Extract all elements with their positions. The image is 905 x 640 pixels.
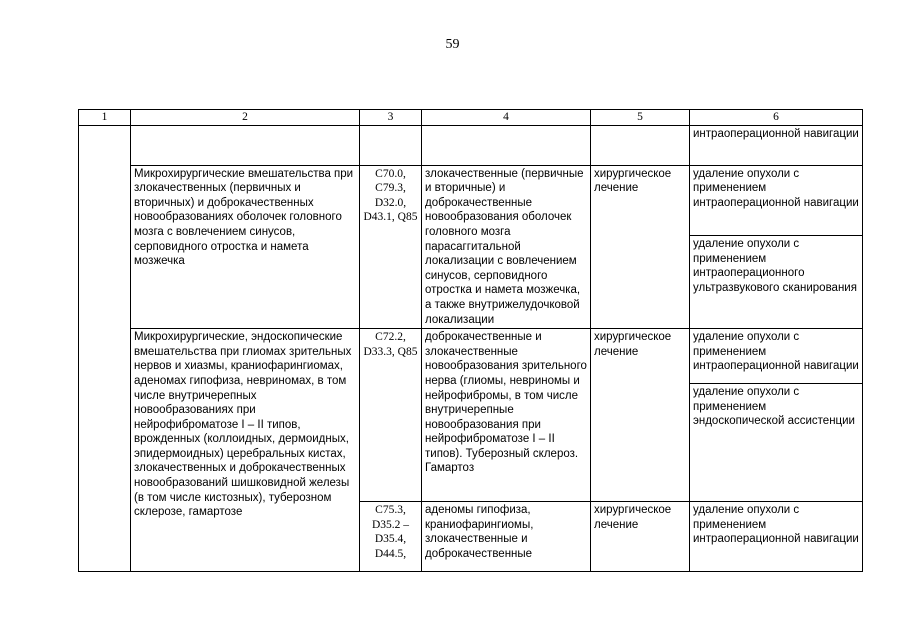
codes-cell: C72.2, D33.3, Q85 bbox=[360, 329, 422, 502]
method-cell: удаление опухоли с применением интраоперационной навигации bbox=[690, 502, 863, 572]
intervention-cell bbox=[131, 125, 360, 165]
method-cell: интраоперационной навигации bbox=[690, 125, 863, 165]
codes-cell: C75.3, D35.2 – D35.4, D44.5, bbox=[360, 502, 422, 572]
method-cell: удаление опухоли с применением интраоперационного ультразвукового сканирования bbox=[690, 236, 863, 329]
treatment-table bbox=[78, 109, 863, 572]
intervention-cell: Микрохирургические, эндоскопические вмешательства при глиомах зрительных нервов и хиазмы, краниофарингиомах, аденомах гипофиза, невриномах, в том числе внутричерепных новообразованиях при нейрофиброматозе I – II типов, врожденных (коллоидных, дермоидных, эпидермоидных) церебральных кистах, злокачественных и доброкачественных новообразований шишковидной железы (в том числе кистозных), туберозном склерозе, гамартозе bbox=[131, 329, 360, 572]
table-header-row bbox=[79, 110, 863, 126]
table-row bbox=[79, 329, 863, 384]
diagnosis-cell: злокачественные (первичные и вторичные) и доброкачественные новообразования оболочек головного мозга парасаггитальной локализации с вовлечением синусов, серповидного отростка и намета мозжечка, а также внутрижелудочковой локализации bbox=[422, 165, 591, 329]
method-cell: удаление опухоли с применением интраоперационной навигации bbox=[690, 165, 863, 236]
table-row bbox=[79, 165, 863, 236]
header-col-4: 4 bbox=[422, 110, 591, 126]
treatment-cell: хирургическое лечение bbox=[591, 329, 690, 502]
treatment-cell: хирургическое лечение bbox=[591, 502, 690, 572]
codes-cell bbox=[360, 125, 422, 165]
header-col-1: 1 bbox=[79, 110, 131, 126]
diagnosis-cell: доброкачественные и злокачественные новообразования зрительного нерва (глиомы, невриномы и нейрофибромы, в том числе внутричерепные новообразования при нейрофиброматозе I – II типов). Туберозный склероз. Гамартоз bbox=[422, 329, 591, 502]
diagnosis-cell bbox=[422, 125, 591, 165]
header-col-3: 3 bbox=[360, 110, 422, 126]
header-col-2: 2 bbox=[131, 110, 360, 126]
header-col-6: 6 bbox=[690, 110, 863, 126]
row-number-cell bbox=[79, 125, 131, 572]
page-number: 59 bbox=[445, 37, 460, 52]
treatment-cell: хирургическое лечение bbox=[591, 165, 690, 329]
header-col-5: 5 bbox=[591, 110, 690, 126]
intervention-cell: Микрохирургические вмешательства при злокачественных (первичных и вторичных) и доброкачественных новообразованиях оболочек головного мозга с вовлечением синусов, серповидного отростка и намета мозжечка bbox=[131, 165, 360, 329]
method-cell: удаление опухоли с применением эндоскопической ассистенции bbox=[690, 384, 863, 502]
codes-cell: C70.0, C79.3, D32.0, D43.1, Q85 bbox=[360, 165, 422, 329]
method-cell: удаление опухоли с применением интраоперационной навигации bbox=[690, 329, 863, 384]
diagnosis-cell: аденомы гипофиза, краниофарингиомы, злокачественные и доброкачественные bbox=[422, 502, 591, 572]
table-row bbox=[79, 125, 863, 165]
treatment-cell bbox=[591, 125, 690, 165]
